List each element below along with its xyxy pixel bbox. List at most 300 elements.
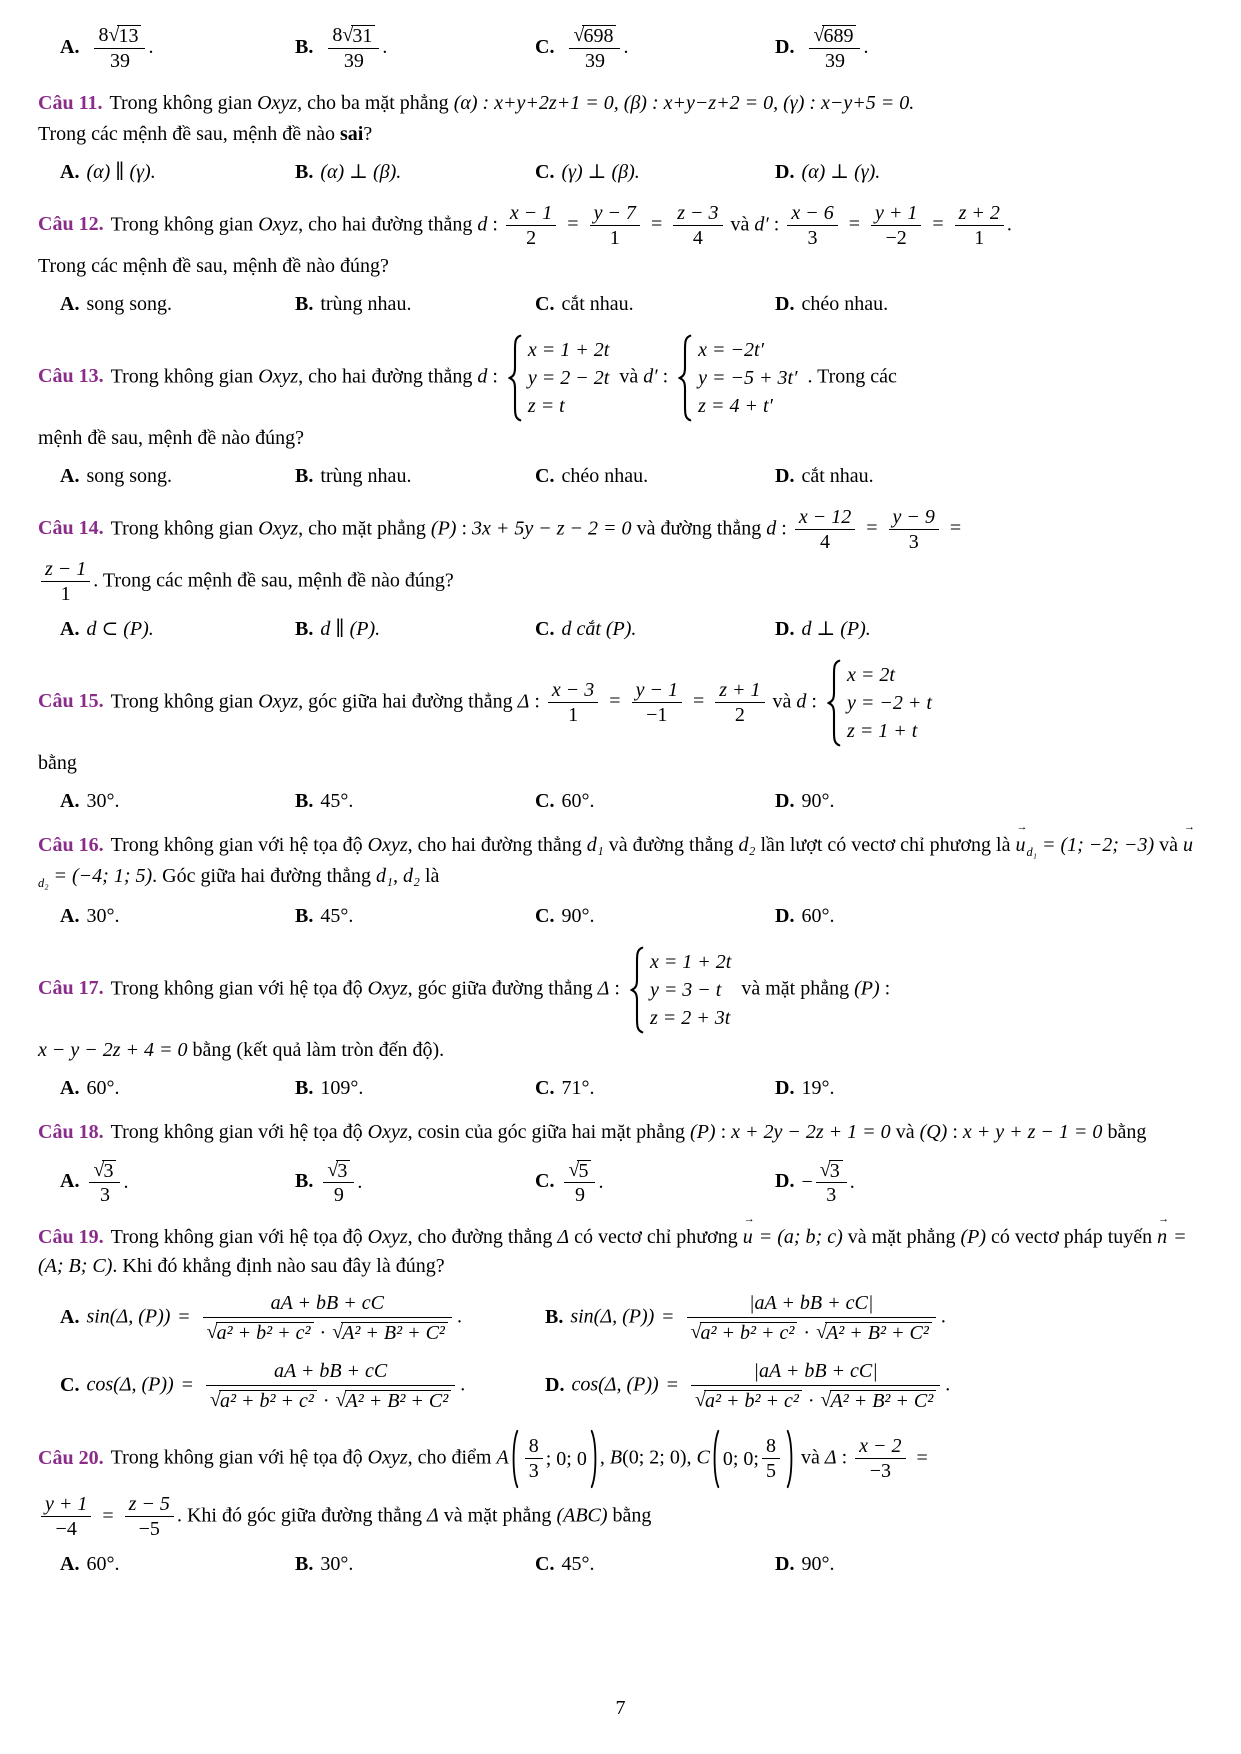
answer-text: chéo nhau. <box>801 292 889 315</box>
equals-sign: = <box>916 1446 928 1469</box>
radicand: a² + b² + c² <box>700 1322 798 1345</box>
answer-label: A. <box>60 160 80 183</box>
sqrt <box>93 1160 116 1183</box>
answer-text: d ⊂ (P). <box>86 617 154 640</box>
fraction <box>125 1493 174 1541</box>
math-expression: = (1; −2; −3) <box>1036 833 1155 856</box>
fraction-numerator: x − 3 <box>551 678 595 701</box>
answer-option <box>60 1074 295 1102</box>
sqrt-sign: √ <box>335 1388 347 1411</box>
question-label: Câu 12. <box>38 213 104 236</box>
fraction <box>955 202 1004 250</box>
answer-option <box>295 902 535 930</box>
question-text: bằng <box>38 751 77 774</box>
right-paren-icon <box>590 1429 600 1489</box>
fraction-denominator: 1 <box>974 226 985 249</box>
vector-symbol <box>1183 820 1195 860</box>
answer-label: A. <box>60 904 80 927</box>
math-var: A <box>496 1446 509 1469</box>
math-var: C <box>696 1446 710 1469</box>
answer-label: C. <box>60 1373 80 1396</box>
radicand: A² + B² + C² <box>345 1390 452 1413</box>
dot-operator: · <box>807 1390 815 1413</box>
text: lần lượt có vectơ chỉ phương là <box>755 833 1016 856</box>
function-name: sin(Δ, (P)) <box>86 1305 171 1328</box>
fraction <box>89 1159 120 1208</box>
right-paren-icon <box>786 1429 796 1489</box>
text: : <box>609 977 625 1000</box>
text: ; 0; 0 <box>545 1447 587 1470</box>
math-var: Δ <box>597 977 610 1000</box>
math-expression: (0; 2; 0), <box>622 1446 697 1469</box>
question-label: Câu 18. <box>38 1120 104 1143</box>
sqrt <box>813 25 856 48</box>
answer-row <box>60 1550 1201 1578</box>
sqrt <box>691 1322 798 1345</box>
fraction-denominator: 3 <box>99 1184 110 1207</box>
fraction <box>548 679 598 727</box>
dot-operator: · <box>319 1322 327 1345</box>
answer-option <box>775 290 1201 318</box>
answer-label: B. <box>295 160 314 183</box>
equals-sign: = <box>662 1305 674 1328</box>
question-text <box>38 946 1201 1034</box>
equals-sign: = <box>609 690 621 713</box>
answer-option <box>775 158 1201 186</box>
answer-option <box>60 1550 295 1578</box>
answer-option <box>60 902 295 930</box>
text: có vectơ chỉ phương <box>569 1226 743 1249</box>
text: , <box>599 1446 610 1469</box>
fraction-denominator: 39 <box>824 49 845 72</box>
question-text <box>38 1493 1201 1541</box>
fraction <box>809 24 860 73</box>
text: Trong không gian <box>110 690 259 713</box>
fraction <box>673 202 722 250</box>
question-text <box>38 506 1201 554</box>
sqrt-sign: √ <box>820 1388 832 1411</box>
answer-label: A. <box>60 292 80 315</box>
answer-text: (γ) ⊥ (β). <box>561 160 640 183</box>
answer-text: 30°. <box>86 789 120 812</box>
question-label: Câu 14. <box>38 517 104 540</box>
text: Trong không gian <box>110 365 259 388</box>
fraction <box>525 1435 543 1483</box>
answer-label: B. <box>295 1170 314 1193</box>
answer-option <box>535 290 775 318</box>
answer-row <box>60 787 1201 815</box>
answer-label: C. <box>535 1553 555 1576</box>
answer-option <box>295 787 535 815</box>
answer-text: cắt nhau. <box>801 464 874 487</box>
question-text <box>38 1429 1201 1489</box>
text: và mặt phẳng <box>842 1226 961 1249</box>
fraction-denominator: 39 <box>584 49 605 72</box>
fraction-numerator <box>816 1159 847 1183</box>
answer-option <box>535 24 775 73</box>
period: . <box>123 1170 129 1193</box>
answer-label: D. <box>775 35 795 58</box>
answer-label: D. <box>775 292 795 315</box>
answer-text: 45°. <box>320 904 354 927</box>
answer-text: 60°. <box>561 789 595 812</box>
fraction-numerator: y + 1 <box>45 1493 88 1516</box>
text: : <box>456 517 473 540</box>
math-expression: = (A; B; C) <box>38 1226 1187 1278</box>
fraction-denominator <box>691 1386 940 1413</box>
answer-option <box>60 1291 545 1345</box>
sqrt <box>573 25 616 48</box>
answer-option <box>295 158 535 186</box>
math-var: Δ <box>557 1226 570 1249</box>
text: : <box>768 213 785 236</box>
equals-sign: = <box>949 517 962 540</box>
question-18 <box>38 1118 1201 1208</box>
system-line: x = 1 + 2t <box>527 338 610 361</box>
fraction-denominator: −3 <box>869 1460 891 1483</box>
equals-sign: = <box>848 213 860 236</box>
answer-label: C. <box>535 1076 555 1099</box>
question-label: Câu 20. <box>38 1446 104 1469</box>
sqrt-sign: √ <box>695 1388 706 1411</box>
sqrt <box>695 1390 802 1413</box>
period: . <box>460 1373 466 1396</box>
answer-grid <box>60 1291 1201 1413</box>
math-var: Oxyz <box>367 977 408 1000</box>
answer-label: B. <box>295 464 314 487</box>
answer-label: A. <box>60 35 80 58</box>
fraction-denominator: 39 <box>109 49 130 72</box>
equals-sign: = <box>666 1373 678 1396</box>
sqrt-sign: √ <box>568 1158 580 1181</box>
answer-text: 30°. <box>86 904 120 927</box>
fraction <box>871 202 921 250</box>
equation-system <box>630 946 731 1034</box>
text: và <box>725 213 755 236</box>
answer-label: C. <box>535 904 555 927</box>
math-var: u <box>1015 833 1026 856</box>
radicand: a² + b² + c² <box>216 1322 314 1345</box>
text: bằng (kết quả làm tròn đến độ). <box>187 1038 445 1061</box>
text: : <box>947 1120 963 1143</box>
text: , cho mặt phẳng <box>298 517 431 540</box>
answer-option <box>775 1159 1201 1208</box>
fraction <box>816 1159 847 1208</box>
equals-sign: = <box>932 213 944 236</box>
text: và <box>795 1446 825 1469</box>
answer-text: (α) ∥ (γ). <box>86 160 156 183</box>
text: ? <box>363 122 373 145</box>
answer-label: D. <box>775 1076 795 1099</box>
system-line: x = 2t <box>846 663 895 686</box>
vector-arrow-icon: → <box>1016 820 1028 833</box>
math-var: (P) <box>430 517 457 540</box>
radicand: a² + b² + c² <box>219 1390 317 1413</box>
text: 0; 0; <box>722 1447 759 1470</box>
text: , cho hai đường thẳng <box>298 365 478 388</box>
equation-system <box>508 334 609 422</box>
answer-option <box>535 787 775 815</box>
answer-label: D. <box>775 1170 795 1193</box>
fraction <box>632 679 682 727</box>
fraction-denominator: 1 <box>609 226 620 249</box>
fraction-numerator: x − 12 <box>798 505 852 528</box>
radicand: 13 <box>117 25 141 48</box>
math-var: d <box>796 690 807 713</box>
fraction-denominator: 9 <box>333 1184 344 1207</box>
fraction-numerator: x − 1 <box>509 201 553 224</box>
math-var: Oxyz <box>257 91 298 114</box>
coefficient: 8 <box>98 24 109 46</box>
answer-option <box>535 158 775 186</box>
answer-text: trùng nhau. <box>320 464 412 487</box>
fraction <box>687 1291 936 1345</box>
fraction <box>715 679 764 727</box>
answer-text: 90°. <box>801 1553 835 1576</box>
fraction <box>323 1159 354 1208</box>
answer-option <box>775 787 1201 815</box>
text: có vectơ pháp tuyến <box>986 1226 1158 1249</box>
vector-arrow-icon: → <box>1158 1213 1170 1226</box>
fraction-numerator: |aA + bB + cC| <box>753 1360 878 1383</box>
equals-sign: = <box>692 690 705 713</box>
math-var: (ABC) <box>556 1504 608 1527</box>
fraction-denominator: 1 <box>60 582 71 605</box>
radicand: 689 <box>822 25 856 48</box>
function-name: cos(Δ, (P)) <box>86 1373 174 1396</box>
answer-option <box>60 1359 545 1413</box>
question-text <box>38 334 1201 422</box>
text: Trong không gian với hệ tọa độ <box>110 977 368 1000</box>
text: , góc giữa hai đường thẳng <box>298 690 518 713</box>
answer-text: 45°. <box>561 1553 595 1576</box>
answer-text: song song. <box>86 464 173 487</box>
text: và đường thẳng <box>631 517 767 540</box>
question-15 <box>38 659 1201 815</box>
fraction <box>855 1435 905 1483</box>
top-answer-row <box>60 24 1201 73</box>
text: : <box>806 690 822 713</box>
answer-row <box>60 1074 1201 1102</box>
answer-text: 30°. <box>320 1553 354 1576</box>
math-var: d₁, d₂ <box>376 864 420 887</box>
text: và mặt phẳng <box>438 1504 557 1527</box>
math-var: d₂ <box>738 833 756 856</box>
answer-text: 60°. <box>801 904 835 927</box>
period: . <box>598 1170 604 1193</box>
fraction <box>328 24 379 73</box>
radicand: 31 <box>351 25 375 48</box>
question-20 <box>38 1429 1201 1578</box>
text: , cho đường thẳng <box>407 1226 558 1249</box>
math-var: u <box>742 1226 753 1249</box>
answer-label: C. <box>535 35 555 58</box>
question-text <box>38 89 1201 118</box>
text: : <box>487 213 503 236</box>
answer-text: d cắt (P). <box>561 617 637 640</box>
answer-row <box>60 290 1201 318</box>
text: , cho ba mặt phẳng <box>297 91 454 114</box>
text: và <box>890 1120 920 1143</box>
fraction-denominator: 3 <box>826 1184 837 1207</box>
fraction <box>569 24 620 73</box>
math-var: u <box>1183 833 1193 856</box>
equals-sign: = <box>102 1504 114 1527</box>
answer-option <box>545 1291 1201 1345</box>
question-text <box>38 820 1201 893</box>
math-var: d <box>477 365 488 388</box>
vector-arrow-icon: → <box>1184 820 1195 833</box>
fraction-numerator: z − 3 <box>677 201 719 224</box>
question-label: Câu 15. <box>38 690 104 713</box>
radicand: 3 <box>102 1160 116 1183</box>
answer-row <box>60 462 1201 490</box>
parenthesized-point <box>509 1429 600 1489</box>
subscript: d₂ <box>38 875 49 890</box>
answer-row <box>60 158 1201 186</box>
math-var: (P) <box>690 1120 716 1143</box>
math-var: d′ <box>643 365 658 388</box>
answer-option <box>295 462 535 490</box>
answer-option <box>295 615 535 643</box>
radicand: A² + B² + C² <box>825 1322 932 1345</box>
text: : <box>776 517 792 540</box>
vector-arrow-icon: → <box>743 1213 755 1226</box>
answer-label: D. <box>775 1553 795 1576</box>
answer-text: 90°. <box>561 904 595 927</box>
answer-label: B. <box>295 617 314 640</box>
text: Trong không gian <box>109 91 258 114</box>
sqrt <box>210 1390 317 1413</box>
answer-text: 60°. <box>86 1076 120 1099</box>
answer-label: C. <box>535 464 555 487</box>
fraction-numerator <box>89 1159 120 1183</box>
period: . <box>357 1170 363 1193</box>
question-17 <box>38 946 1201 1102</box>
answer-option <box>60 1159 295 1208</box>
text: . Góc giữa hai đường thẳng <box>152 864 377 887</box>
answer-label: A. <box>60 789 80 812</box>
text: là <box>419 864 440 887</box>
answer-label: C. <box>535 617 555 640</box>
system-line: y = 3 − t <box>649 978 722 1001</box>
answer-option <box>295 1159 535 1208</box>
fraction-numerator <box>94 24 145 48</box>
fraction-denominator: 9 <box>574 1184 585 1207</box>
sqrt <box>207 1322 314 1345</box>
math-var: Oxyz <box>367 1446 408 1469</box>
answer-text: 60°. <box>86 1553 120 1576</box>
answer-label: B. <box>295 292 314 315</box>
fraction-denominator <box>203 1318 452 1345</box>
emphasized-word: sai <box>339 122 364 145</box>
period: . <box>863 35 869 58</box>
fraction-denominator <box>687 1318 936 1345</box>
fraction-denominator: 2 <box>526 226 537 249</box>
sqrt-sign: √ <box>819 1158 831 1181</box>
math-var: d <box>477 213 488 236</box>
math-var: Oxyz <box>367 1226 408 1249</box>
sqrt-sign: √ <box>342 24 354 46</box>
left-paren-icon <box>710 1429 720 1489</box>
answer-label: B. <box>545 1305 564 1328</box>
fraction <box>203 1291 452 1345</box>
sqrt <box>108 25 141 48</box>
math-expression: x − y − 2z + 4 = 0 <box>38 1038 188 1061</box>
answer-label: D. <box>775 789 795 812</box>
radicand: A² + B² + C² <box>830 1390 937 1413</box>
sqrt-sign: √ <box>332 1320 344 1343</box>
sqrt-sign: √ <box>813 24 825 46</box>
answer-label: A. <box>60 1305 80 1328</box>
answer-option <box>535 1074 775 1102</box>
system-line: z = 4 + t′ <box>698 394 773 417</box>
answer-label: C. <box>535 789 555 812</box>
answer-label: D. <box>775 617 795 640</box>
fraction <box>795 506 855 554</box>
question-text: Trong các mệnh đề sau, mệnh đề nào đúng? <box>38 254 389 277</box>
text: : <box>657 365 674 388</box>
math-var: Δ <box>517 690 530 713</box>
text: , góc giữa đường thẳng <box>407 977 598 1000</box>
answer-option <box>775 24 1201 73</box>
answer-label: B. <box>295 789 314 812</box>
answer-label: A. <box>60 1076 80 1099</box>
radicand: A² + B² + C² <box>341 1322 448 1345</box>
math-expression: 3x + 5y − z − 2 = 0 <box>472 517 632 540</box>
system-lines <box>650 949 731 1031</box>
text: và <box>767 690 797 713</box>
answer-label: A. <box>60 464 80 487</box>
answer-option <box>60 290 295 318</box>
vector-symbol <box>1157 1213 1170 1252</box>
fraction-denominator: 2 <box>734 703 745 726</box>
fraction-numerator: z − 5 <box>128 1493 170 1516</box>
answer-row <box>60 1159 1201 1208</box>
answer-option <box>295 1550 535 1578</box>
fraction-numerator <box>569 24 620 48</box>
left-brace-icon <box>678 334 692 422</box>
answer-label: C. <box>535 292 555 315</box>
answer-label: B. <box>295 904 314 927</box>
system-line: x = 1 + 2t <box>649 950 732 973</box>
answer-text: d ⊥ (P). <box>801 617 871 640</box>
answer-label: D. <box>775 160 795 183</box>
fraction-numerator: aA + bB + cC <box>273 1360 388 1383</box>
text: : <box>879 977 891 1000</box>
answer-label: D. <box>545 1373 565 1396</box>
fraction <box>506 202 556 250</box>
equals-sign: = <box>650 213 663 236</box>
text: Trong các mệnh đề sau, mệnh đề nào <box>38 122 340 145</box>
fraction <box>590 202 640 250</box>
fraction <box>691 1359 940 1413</box>
math-var: B <box>609 1446 623 1469</box>
math-var: d <box>766 517 777 540</box>
fraction-denominator: −1 <box>646 703 668 726</box>
sqrt-sign: √ <box>573 24 585 46</box>
answer-option <box>295 24 535 73</box>
left-brace-icon <box>630 946 644 1034</box>
fraction-denominator: 39 <box>343 49 364 72</box>
parenthesized-point <box>710 1429 796 1489</box>
question-text <box>38 120 1201 149</box>
sqrt <box>336 1390 452 1413</box>
answer-option <box>295 1074 535 1102</box>
system-line: z = 2 + 3t <box>649 1006 731 1029</box>
fraction-numerator: y − 9 <box>892 505 935 528</box>
answer-text: cắt nhau. <box>561 292 634 315</box>
